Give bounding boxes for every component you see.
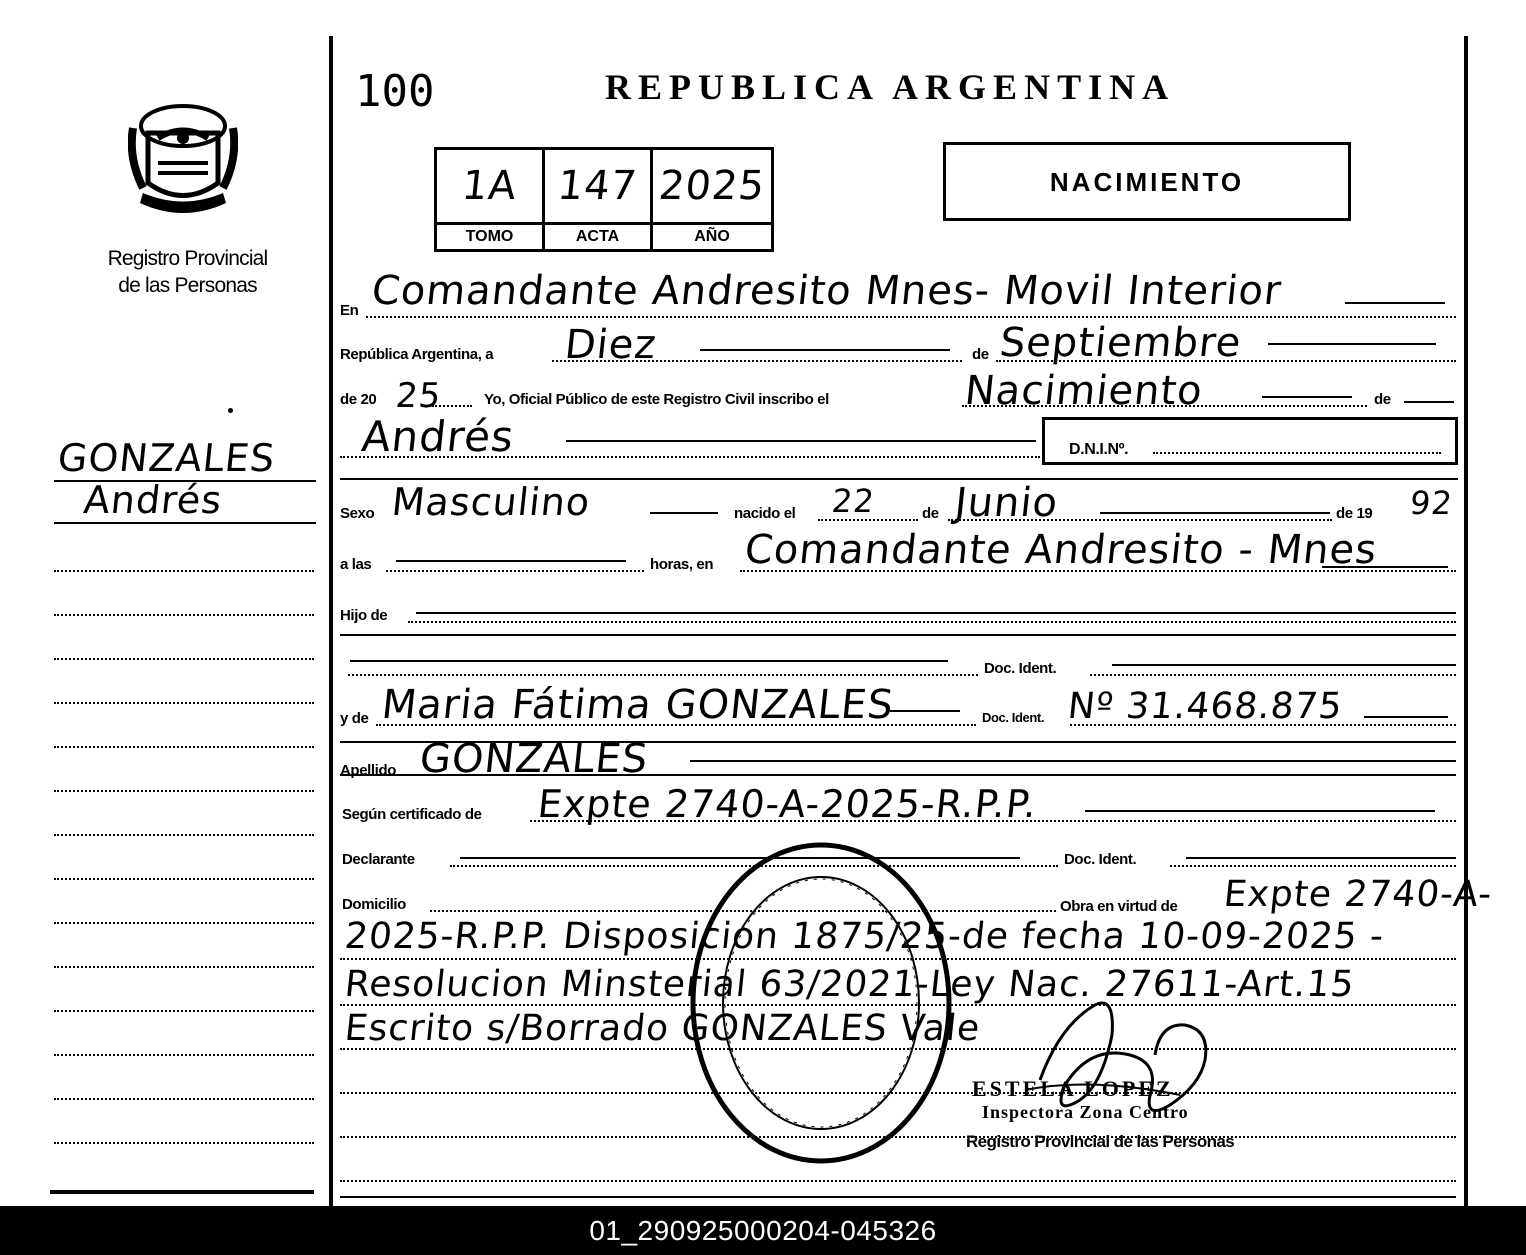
dash-acto — [1262, 396, 1352, 398]
value-anio-suffix: 25 — [393, 376, 444, 416]
label-republica: República Argentina, a — [340, 346, 494, 363]
side-dotted-line — [54, 878, 314, 880]
stray-dot — [228, 408, 233, 413]
value-acto: Nacimiento — [962, 368, 1206, 414]
label-yo: Yo, Oficial Público de este Registro Civil inscribo el — [484, 391, 829, 408]
value-obs3: Escrito s/Borrado GONZALES Vale — [342, 1008, 983, 1049]
label-doc-ident-madre: Doc. Ident. — [982, 710, 1045, 725]
value-lugar-nac: Comandante Andresito - Mnes — [742, 527, 1380, 573]
label-domicilio: Domicilio — [342, 896, 406, 913]
document-code-bar — [0, 1206, 1526, 1255]
dash-de — [1404, 401, 1454, 403]
acta-label: ACTA — [545, 222, 650, 249]
label-nacido: nacido el — [734, 505, 796, 522]
rule-bottom — [340, 1196, 1456, 1198]
label-y-de: y de — [340, 710, 369, 727]
value-mes-nac: Junio — [952, 480, 1061, 526]
label-doc-ident-declarante: Doc. Ident. — [1064, 851, 1137, 868]
signer-org: Registro Provincial de las Personas — [966, 1132, 1235, 1151]
form-left-border — [329, 36, 333, 1206]
line-hora — [386, 570, 644, 572]
value-sexo: Masculino — [389, 480, 593, 524]
line-anio — [432, 405, 472, 407]
side-dotted-line — [54, 746, 314, 748]
side-dotted-line — [54, 966, 314, 968]
label-obra: Obra en virtud de — [1060, 898, 1178, 915]
side-dotted-line — [54, 614, 314, 616]
provincial-emblem — [128, 98, 238, 223]
value-obs2: Resolucion Minsterial 63/2021-Ley Nac. 27611-Art.15 — [342, 964, 1357, 1005]
side-dotted-line — [54, 1010, 314, 1012]
dash-doc-madre — [1364, 716, 1448, 718]
dash-apellido — [690, 760, 1456, 762]
dash-nombre — [566, 440, 1036, 442]
dash-doc-padre — [1112, 664, 1456, 666]
dni-box — [1042, 417, 1458, 465]
anio-cell — [653, 150, 771, 249]
line-nombre — [340, 456, 1040, 458]
document-code: 01_290925000204-045326 — [589, 1214, 937, 1246]
value-certificado: Expte 2740-A-2025-R.P.P. — [535, 782, 1040, 826]
record-type: NACIMIENTO — [1049, 167, 1245, 197]
side-given: Andrés — [81, 478, 225, 522]
label-sexo: Sexo — [340, 505, 375, 522]
side-dotted-line — [54, 1098, 314, 1100]
form-number: 100 — [355, 66, 435, 117]
label-dni: D.N.I.Nº. — [1069, 441, 1129, 458]
rule-hijo — [340, 634, 1456, 636]
side-rule-2 — [54, 522, 316, 524]
value-madre: Maria Fátima GONZALES — [379, 682, 897, 728]
label-de-mes-nac: de — [922, 505, 939, 522]
registry-line2: de las Personas — [118, 274, 257, 297]
registry-line1: Registro Provincial — [107, 247, 268, 270]
line-en — [366, 316, 1456, 318]
label-de-nombre: de — [1374, 391, 1391, 408]
country-title: REPUBLICA ARGENTINA — [605, 67, 1176, 107]
tomo-value: 1A — [459, 163, 520, 209]
side-dotted-line — [54, 1142, 314, 1144]
dash-dia — [700, 349, 950, 351]
dash-padre — [350, 660, 948, 662]
value-obra: Expte 2740-A- — [1221, 874, 1495, 915]
dash-certificado — [1085, 810, 1435, 812]
official-seal — [686, 838, 956, 1168]
side-dotted-line — [54, 1054, 314, 1056]
side-surname: GONZALES — [55, 436, 278, 480]
value-mes: Septiembre — [997, 320, 1244, 366]
record-type-box — [943, 142, 1351, 221]
side-dotted-line — [54, 702, 314, 704]
record-number-box — [434, 147, 774, 252]
anio-value: 2025 — [656, 163, 768, 209]
value-dia: Diez — [562, 322, 659, 368]
dash-sexo — [650, 512, 718, 514]
side-dotted-line — [54, 658, 314, 660]
value-dia-nac: 22 — [830, 482, 877, 520]
value-apellido: GONZALES — [417, 736, 651, 782]
tomo-cell — [437, 150, 545, 249]
side-dotted-line — [54, 922, 314, 924]
dash-doc-declarante — [1186, 857, 1456, 859]
registry-name — [60, 245, 315, 299]
line-doc-declarante — [1170, 865, 1456, 867]
dash-mes — [1268, 343, 1436, 345]
form-right-border — [1464, 36, 1468, 1206]
side-dotted-line — [54, 570, 314, 572]
line-obs6 — [340, 1180, 1456, 1182]
label-en: En — [340, 302, 359, 319]
label-doc-ident: Doc. Ident. — [984, 660, 1057, 677]
line-padre — [348, 674, 978, 676]
label-a-las: a las — [340, 556, 372, 573]
acta-value: 147 — [555, 163, 640, 209]
tomo-label: TOMO — [437, 222, 542, 249]
line-hijo — [408, 621, 1456, 623]
value-obs1: 2025-R.P.P. Disposicion 1875/25-de fecha 10-09-2025 - — [342, 916, 1387, 957]
label-declarante: Declarante — [342, 851, 415, 868]
value-nombre: Andrés — [359, 412, 517, 461]
label-de20: de 20 — [340, 391, 377, 408]
acta-cell — [545, 150, 653, 249]
dash-mes-nac — [1100, 512, 1330, 514]
dash-lugar-nac — [1322, 566, 1448, 568]
side-dotted-line — [54, 834, 314, 836]
anio-label: AÑO — [653, 222, 771, 249]
value-madre-doc: Nº 31.468.875 — [1065, 686, 1345, 727]
label-apellido: Apellido — [340, 762, 396, 779]
side-bottom-rule — [50, 1190, 314, 1194]
dash-hora — [396, 560, 626, 562]
signer-title: Inspectora Zona Centro — [982, 1102, 1189, 1122]
rule-apellido — [340, 774, 1456, 776]
value-anio-nac: 92 — [1408, 484, 1455, 522]
label-segun: Según certificado de — [342, 806, 482, 823]
label-horas: horas, en — [650, 556, 714, 573]
label-de-mes: de — [972, 346, 989, 363]
signer-name: ESTELA LOPEZ — [972, 1076, 1174, 1101]
label-de19: de 19 — [1336, 505, 1373, 522]
label-hijo: Hijo de — [340, 607, 388, 624]
side-dotted-line — [54, 790, 314, 792]
line-dni — [1153, 452, 1441, 454]
dash-en — [1345, 302, 1445, 304]
line-doc-padre — [1090, 674, 1456, 676]
dash-hijo — [416, 612, 1456, 614]
dash-madre — [890, 710, 960, 712]
value-lugar: Comandante Andresito Mnes- Movil Interior — [369, 268, 1284, 314]
